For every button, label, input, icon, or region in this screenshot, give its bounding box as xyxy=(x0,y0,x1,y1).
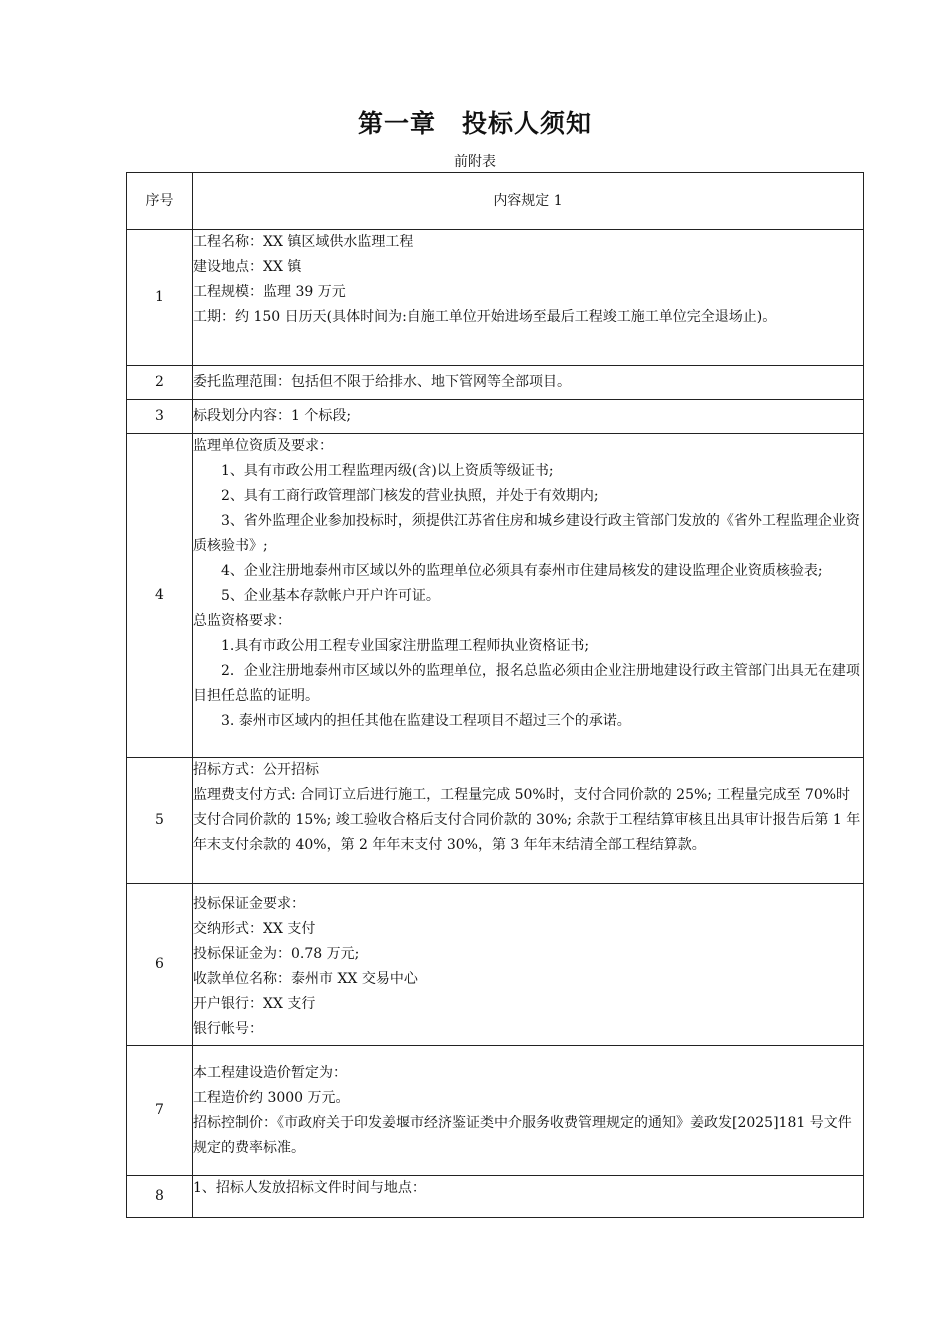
row-seq: 3 xyxy=(127,400,193,434)
content-line: 工程造价约 3000 万元。 xyxy=(193,1089,350,1106)
table-row xyxy=(127,758,864,884)
header-seq: 序号 xyxy=(127,173,193,230)
content-line: 工程规模：监理 39 万元 xyxy=(193,284,346,300)
content-line: 开户银行：XX 支行 xyxy=(193,996,316,1012)
row-seq: 4 xyxy=(127,434,193,758)
row-seq: 8 xyxy=(127,1176,193,1218)
table-row xyxy=(127,1046,864,1176)
row-content xyxy=(193,1046,864,1176)
table-caption: 前附表 xyxy=(454,154,496,170)
content-line: 投标保证金要求： xyxy=(193,896,305,912)
content-line: 4、企业注册地泰州市区域以外的监理单位必须具有泰州市住建局核发的建设监理企业资质核验表; xyxy=(221,563,823,579)
row-content xyxy=(193,400,864,434)
table-row xyxy=(127,434,864,758)
content-line: 1、具有市政公用工程监理丙级(含)以上资质等级证书; xyxy=(221,463,554,479)
table-row xyxy=(127,884,864,1046)
content-line: 总监资格要求： xyxy=(193,613,291,629)
content-line: 工程名称：XX 镇区域供水监理工程 xyxy=(193,234,414,250)
table-row xyxy=(127,230,864,366)
content-line: 本工程建设造价暂定为： xyxy=(193,1064,347,1081)
content-line: 委托监理范围：包括但不限于给排水、地下管网等全部项目。 xyxy=(193,374,571,390)
table-row xyxy=(127,366,864,400)
table-row xyxy=(127,1176,864,1218)
requirements-table xyxy=(126,172,864,1218)
content-line: 投标保证金为：0.78 万元; xyxy=(193,946,360,962)
row-content xyxy=(193,884,864,1046)
row-seq: 5 xyxy=(127,758,193,884)
row-content xyxy=(193,1176,864,1218)
row-content xyxy=(193,230,864,366)
content-line: 3、省外监理企业参加投标时，须提供江苏省住房和城乡建设行政主管部门发放的《省外工程监理企业资质核验书》; xyxy=(193,513,860,554)
row-content xyxy=(193,758,864,884)
content-line: 招标控制价：《市政府关于印发姜堰市经济鉴证类中介服务收费管理规定的通知》姜政发[2025]181 号文件规定的费率标准。 xyxy=(193,1114,852,1156)
row-seq: 7 xyxy=(127,1046,193,1176)
table-row xyxy=(127,400,864,434)
content-line: 3. 泰州市区域内的担任其他在监建设工程项目不超过三个的承诺。 xyxy=(221,713,631,729)
content-line: 招标方式：公开招标 xyxy=(193,762,319,778)
row-content xyxy=(193,434,864,758)
content-line: 监理单位资质及要求： xyxy=(193,438,333,454)
content-line: 工期：约 150 日历天(具体时间为:自施工单位开始进场至最后工程竣工施工单位完全退场止)。 xyxy=(193,309,777,325)
row-content xyxy=(193,366,864,400)
content-line: 建设地点：XX 镇 xyxy=(193,259,302,275)
table-header-row xyxy=(127,173,864,230)
content-line: 2．企业注册地泰州市区域以外的监理单位，报名总监必须由企业注册地建设行政主管部门出具无在建项目担任总监的证明。 xyxy=(193,663,860,704)
row-seq: 1 xyxy=(127,230,193,366)
row-seq: 2 xyxy=(127,366,193,400)
content-line: 监理费支付方式: 合同订立后进行施工，工程量完成 50%时，支付合同价款的 25%; 工程量完成至 70%时支付合同价款的 15%; 竣工验收合格后支付合同价款的 30%; 余款于工程结算审核且出具审计报告后第 1 年年末支付余款的 40%，第 2 年年末支付 30%，第 3 年年末结清全部工程结算款。 xyxy=(193,787,861,853)
content-line: 交纳形式：XX 支付 xyxy=(193,921,316,937)
row-seq: 6 xyxy=(127,884,193,1046)
content-line: 标段划分内容：1 个标段; xyxy=(193,408,352,424)
content-line: 2、具有工商行政管理部门核发的营业执照，并处于有效期内; xyxy=(221,488,599,504)
header-content: 内容规定 1 xyxy=(193,173,864,230)
content-line: 收款单位名称：泰州市 XX 交易中心 xyxy=(193,971,418,987)
content-line: 1.具有市政公用工程专业国家注册监理工程师执业资格证书; xyxy=(221,638,590,654)
content-line: 5、企业基本存款帐户开户许可证。 xyxy=(221,588,440,604)
content-line: 1、招标人发放招标文件时间与地点： xyxy=(193,1180,426,1196)
content-line: 银行帐号： xyxy=(193,1021,263,1037)
page-title: 第一章 投标人须知 xyxy=(357,109,592,138)
